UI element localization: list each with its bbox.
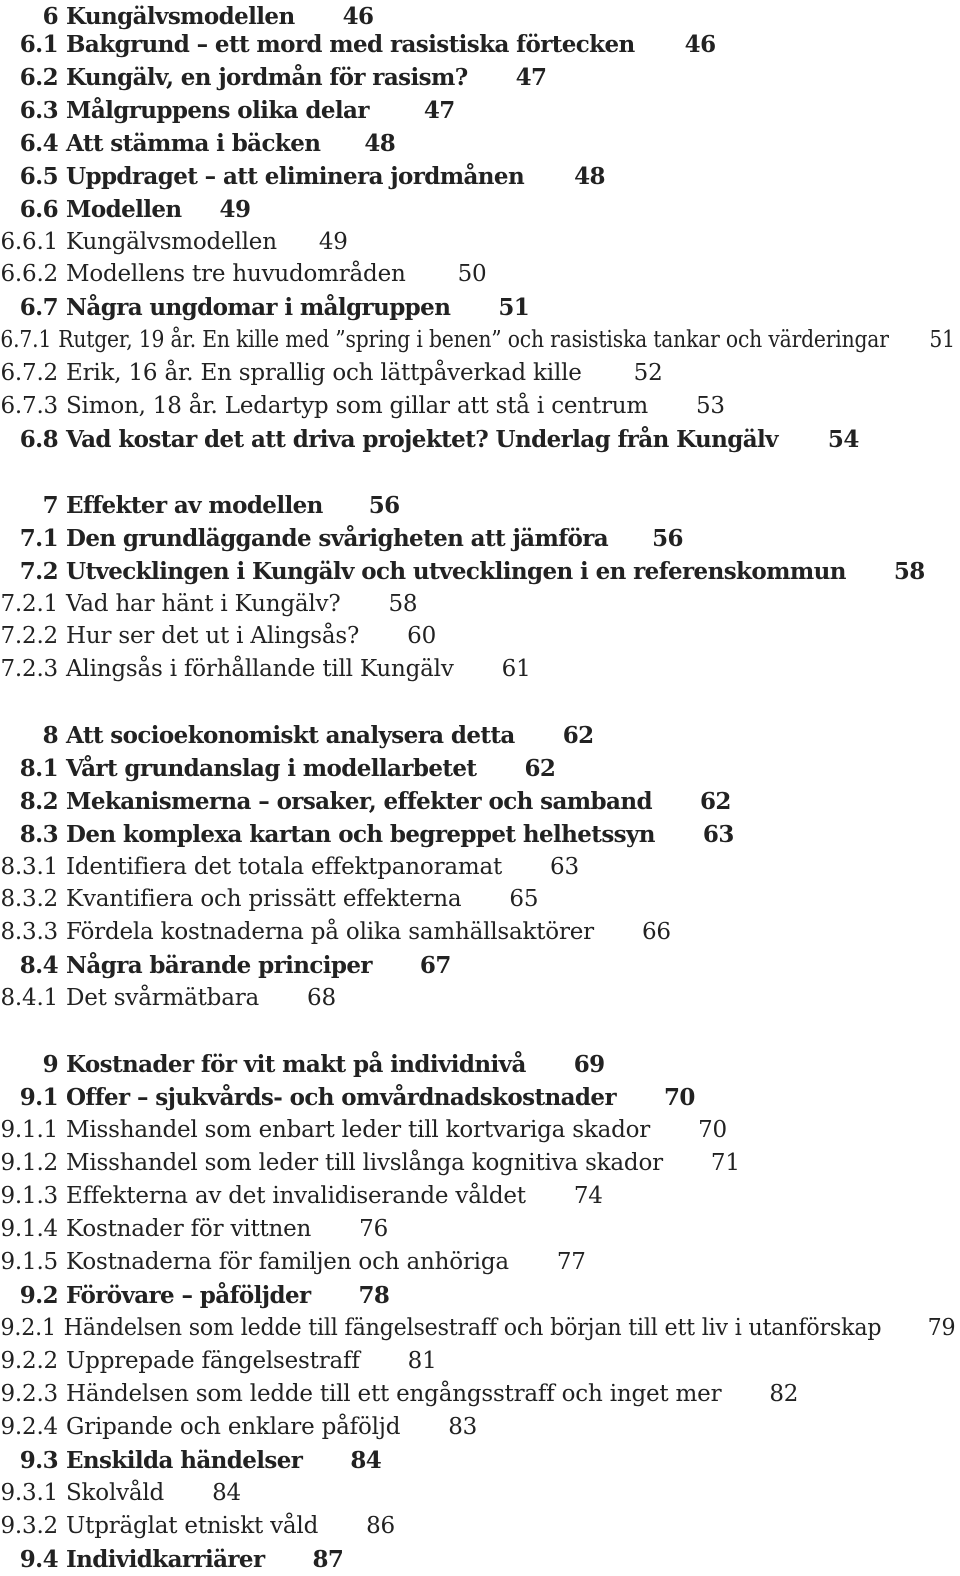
toc-entry-page-number: 63 <box>702 821 734 848</box>
toc-entry[interactable] <box>0 785 731 818</box>
toc-entry-title: Målgruppens olika delar <box>66 97 369 124</box>
toc-entry-number: 8.3 <box>19 821 58 848</box>
toc-entry-page-number: 50 <box>457 261 487 287</box>
toc-entry-number: 9.2.4 <box>0 1414 58 1440</box>
toc-entry-title: Kostnader för vit makt på individnivå <box>66 1051 526 1078</box>
toc-entry-number: 8.2 <box>19 788 58 815</box>
toc-entry-title: Den komplexa kartan och begreppet helhetssyn <box>66 821 655 848</box>
toc-entry-number: 7.1 <box>19 525 58 552</box>
toc-entry-title: Misshandel som leder till livslånga kognitiva skador <box>66 1150 663 1176</box>
toc-entry-title: Hur ser det ut i Alingsås? <box>66 623 360 649</box>
toc-entry-page-number: 86 <box>366 1513 395 1539</box>
toc-entry-title: Att stämma i bäcken <box>66 130 321 157</box>
toc-entry-number: 8.4.1 <box>0 985 58 1011</box>
toc-entry-page-number: 67 <box>419 952 451 979</box>
toc-entry[interactable] <box>0 620 436 653</box>
toc-entry-number: 9.4 <box>19 1546 58 1573</box>
toc-entry[interactable] <box>0 522 683 555</box>
toc-entry-title: Kostnader för vittnen <box>66 1216 312 1242</box>
toc-entry-title: Offer – sjukvårds- och omvårdnadskostnader <box>66 1084 616 1111</box>
toc-entry[interactable] <box>0 949 451 982</box>
toc-entry-page-number: 48 <box>364 130 396 157</box>
toc-entry[interactable] <box>0 61 546 94</box>
toc-entry-number: 9.2.1 <box>0 1315 56 1341</box>
toc-entry-page-number: 70 <box>663 1084 695 1111</box>
toc-entry-number: 6.7.3 <box>0 393 58 419</box>
toc-entry-title: Några ungdomar i målgruppen <box>66 294 451 321</box>
toc-entry-title: Vårt grundanslag i modellarbetet <box>66 755 477 782</box>
toc-entry-number: 9.1.1 <box>0 1117 58 1143</box>
toc-entry[interactable] <box>0 1477 241 1510</box>
toc-entry[interactable] <box>0 982 336 1015</box>
toc-entry-number: 8 <box>42 722 58 749</box>
toc-entry[interactable] <box>0 357 663 390</box>
toc-entry[interactable] <box>0 1510 395 1543</box>
toc-entry-number: 9.2.3 <box>0 1381 58 1407</box>
toc-entry[interactable] <box>0 291 529 324</box>
toc-entry-number: 6.7.2 <box>0 360 58 386</box>
toc-entry-page-number: 82 <box>769 1381 799 1407</box>
toc-entry-number: 8.3.3 <box>0 919 58 945</box>
toc-entry-page-number: 77 <box>556 1249 586 1275</box>
toc-entry-number: 9.1.5 <box>0 1249 58 1275</box>
toc-entry-title: Fördela kostnaderna på olika samhällsaktörer <box>66 919 594 945</box>
toc-entry[interactable] <box>0 851 579 884</box>
toc-entry[interactable] <box>0 1312 955 1345</box>
toc-entry-number: 6.6.2 <box>0 261 58 287</box>
toc-entry-number: 6.6 <box>19 196 58 223</box>
toc-entry[interactable] <box>0 127 395 160</box>
toc-entry[interactable] <box>0 324 955 357</box>
toc-entry-number: 8.3.1 <box>0 854 58 880</box>
toc-entry-title: Händelsen som ledde till fängelsestraff och början till ett liv i utanförskap <box>63 1315 882 1341</box>
toc-entry-title: Effekterna av det invalidiserande våldet <box>66 1183 526 1209</box>
toc-entry-page-number: 65 <box>509 886 539 912</box>
toc-entry-number: 8.1 <box>19 755 58 782</box>
toc-entry[interactable] <box>0 28 715 61</box>
toc-entry[interactable] <box>0 258 486 291</box>
toc-entry-page-number: 78 <box>358 1282 390 1309</box>
toc-entry-page-number: 83 <box>448 1414 478 1440</box>
toc-entry-page-number: 84 <box>350 1447 382 1474</box>
toc-entry-title: Simon, 18 år. Ledartyp som gillar att stå i centrum <box>66 393 648 419</box>
toc-entry-number: 9 <box>42 1051 58 1078</box>
toc-entry-page-number: 58 <box>388 591 418 617</box>
toc-entry-number: 7.2.2 <box>0 623 58 649</box>
toc-entry-page-number: 47 <box>515 64 547 91</box>
toc-entry-number: 6.2 <box>19 64 58 91</box>
toc-entry-number: 6 <box>42 3 58 30</box>
toc-entry-title: Utvecklingen i Kungälv och utvecklingen i en referenskommun <box>66 558 846 585</box>
toc-entry-title: Erik, 16 år. En sprallig och lättpåverkad kille <box>66 360 582 386</box>
toc-entry-number: 6.4 <box>19 130 58 157</box>
toc-entry-number: 9.1.4 <box>0 1216 58 1242</box>
toc-entry-page-number: 48 <box>574 163 605 190</box>
toc-entry-number: 9.2 <box>19 1282 58 1309</box>
toc-entry-page-number: 66 <box>641 919 671 945</box>
toc-entry[interactable] <box>0 818 734 851</box>
toc-entry[interactable] <box>0 1345 437 1378</box>
toc-entry-page-number: 63 <box>550 854 579 880</box>
toc-entry-title: Mekanismerna – orsaker, effekter och samband <box>66 788 652 815</box>
toc-entry-title: Vad har hänt i Kungälv? <box>66 591 341 617</box>
toc-entry[interactable] <box>0 390 725 423</box>
toc-entry-number: 9.1.3 <box>0 1183 58 1209</box>
toc-entry-title: Upprepade fängelsestraff <box>66 1348 360 1374</box>
toc-entry[interactable] <box>0 1543 343 1576</box>
toc-entry[interactable] <box>0 653 531 686</box>
toc-entry[interactable] <box>0 193 250 226</box>
toc-entry[interactable] <box>0 1147 740 1180</box>
toc-entry-title: Kungälvsmodellen <box>66 229 277 255</box>
toc-entry-title: Rutger, 19 år. En kille med ”spring i benen” och rasistiska tankar och värderingar <box>58 327 889 353</box>
toc-entry-title: Enskilda händelser <box>66 1447 303 1474</box>
toc-entry-number: 9.3.1 <box>0 1480 58 1506</box>
toc-entry-number: 8.4 <box>19 952 58 979</box>
toc-entry[interactable] <box>0 588 417 621</box>
toc-entry-title: Uppdraget – att eliminera jordmånen <box>66 163 525 190</box>
toc-entry-number: 9.3 <box>19 1447 58 1474</box>
toc-entry-title: Individkarriärer <box>66 1546 265 1573</box>
toc-entry-number: 9.3.2 <box>0 1513 58 1539</box>
toc-entry[interactable] <box>0 1246 586 1279</box>
toc-entry-number: 6.8 <box>19 426 58 453</box>
toc-entry[interactable] <box>0 226 348 259</box>
toc-entry-page-number: 81 <box>407 1348 437 1374</box>
toc-entry-title: Händelsen som ledde till ett engångsstraff och inget mer <box>66 1381 722 1407</box>
toc-entry-page-number: 51 <box>929 327 955 353</box>
toc-entry-page-number: 87 <box>312 1546 344 1573</box>
toc-entry-page-number: 79 <box>927 1315 956 1341</box>
toc-entry-number: 9.1 <box>19 1084 58 1111</box>
toc-entry-page-number: 74 <box>573 1183 603 1209</box>
toc-entry-title: Kvantifiera och prissätt effekterna <box>66 886 462 912</box>
toc-entry-number: 8.3.2 <box>0 886 58 912</box>
toc-entry[interactable] <box>0 916 671 949</box>
toc-entry-page-number: 51 <box>498 294 530 321</box>
toc-entry-number: 6.6.1 <box>0 229 58 255</box>
toc-entry-number: 6.7 <box>19 294 58 321</box>
toc-entry-title: Alingsås i förhållande till Kungälv <box>66 656 454 682</box>
toc-entry-page-number: 46 <box>342 3 374 30</box>
toc-entry[interactable] <box>0 1213 388 1246</box>
toc-entry-page-number: 49 <box>219 196 251 223</box>
toc-entry[interactable] <box>0 1444 381 1477</box>
toc-entry-page-number: 47 <box>423 97 455 124</box>
toc-entry-page-number: 62 <box>562 722 594 749</box>
toc-entry-title: Misshandel som enbart leder till kortvariga skador <box>66 1117 651 1143</box>
toc-entry[interactable] <box>0 752 555 785</box>
toc-entry-title: Modellens tre huvudområden <box>66 261 406 287</box>
toc-entry[interactable] <box>0 555 925 588</box>
toc-entry-page-number: 53 <box>695 393 725 419</box>
toc-entry-page-number: 68 <box>307 985 336 1011</box>
toc-entry-page-number: 56 <box>368 492 400 519</box>
toc-entry-page-number: 46 <box>684 31 716 58</box>
toc-entry[interactable] <box>0 883 538 916</box>
toc-entry-page-number: 76 <box>359 1216 389 1242</box>
toc-entry[interactable] <box>0 1411 477 1444</box>
toc-entry-title: Kungälv, en jordmån för rasism? <box>66 64 468 91</box>
toc-entry-number: 6.5 <box>19 163 58 190</box>
toc-entry-number: 6.1 <box>19 31 58 58</box>
toc-entry[interactable] <box>0 1048 605 1081</box>
toc-entry-title: Identifiera det totala effektpanoramat <box>66 854 503 880</box>
toc-entry[interactable] <box>0 1081 695 1114</box>
toc-entry-title: Den grundläggande svårigheten att jämföra <box>66 525 609 552</box>
toc-entry-page-number: 54 <box>827 426 859 453</box>
toc-entry-title: Kostnaderna för familjen och anhöriga <box>66 1249 509 1275</box>
toc-entry-title: Gripande och enklare påföljd <box>66 1414 401 1440</box>
toc-entry-page-number: 70 <box>698 1117 727 1143</box>
toc-entry-number: 6.7.1 <box>0 327 52 353</box>
toc-entry-page-number: 56 <box>652 525 683 552</box>
toc-entry[interactable] <box>0 719 594 752</box>
toc-entry-title: Att socioekonomiskt analysera detta <box>66 722 515 749</box>
toc-entry-title: Skolvåld <box>66 1480 165 1506</box>
toc-entry-title: Några bärande principer <box>66 952 372 979</box>
toc-entry-title: Det svårmätbara <box>66 985 260 1011</box>
toc-entry[interactable] <box>0 1378 798 1411</box>
toc-entry-number: 7 <box>42 492 58 519</box>
toc-entry-number: 9.2.2 <box>0 1348 58 1374</box>
toc-entry[interactable] <box>0 1180 603 1213</box>
toc-entry-title: Kungälvsmodellen <box>66 3 295 30</box>
toc-entry-title: Effekter av modellen <box>66 492 323 519</box>
toc-entry-number: 7.2 <box>19 558 58 585</box>
toc-entry-number: 7.2.3 <box>0 656 58 682</box>
toc-entry-page-number: 71 <box>710 1150 740 1176</box>
toc-entry[interactable] <box>0 1279 389 1312</box>
toc-entry-number: 6.3 <box>19 97 58 124</box>
toc-entry[interactable] <box>0 94 455 127</box>
toc-entry-page-number: 60 <box>407 623 437 649</box>
toc-entry-page-number: 62 <box>524 755 556 782</box>
toc-entry-page-number: 62 <box>699 788 731 815</box>
toc-entry-number: 7.2.1 <box>0 591 58 617</box>
toc-entry-title: Förövare – påföljder <box>66 1282 311 1309</box>
toc-entry-page-number: 58 <box>893 558 925 585</box>
toc-entry-page-number: 84 <box>212 1480 241 1506</box>
toc-entry-title: Modellen <box>66 196 182 223</box>
toc-entry[interactable] <box>0 423 859 456</box>
toc-entry-title: Bakgrund – ett mord med rasistiska förtecken <box>66 31 635 58</box>
toc-entry-page-number: 52 <box>633 360 663 386</box>
toc-entry[interactable] <box>0 1114 727 1147</box>
toc-entry-page-number: 49 <box>318 229 348 255</box>
toc-entry[interactable] <box>0 160 605 193</box>
toc-entry-title: Vad kostar det att driva projektet? Underlag från Kungälv <box>66 426 778 453</box>
toc-entry[interactable] <box>0 489 400 522</box>
toc-entry-number: 9.1.2 <box>0 1150 58 1176</box>
toc-entry-page-number: 69 <box>573 1051 605 1078</box>
toc-entry-title: Utpräglat etniskt våld <box>66 1513 319 1539</box>
toc-entry-page-number: 61 <box>501 656 531 682</box>
